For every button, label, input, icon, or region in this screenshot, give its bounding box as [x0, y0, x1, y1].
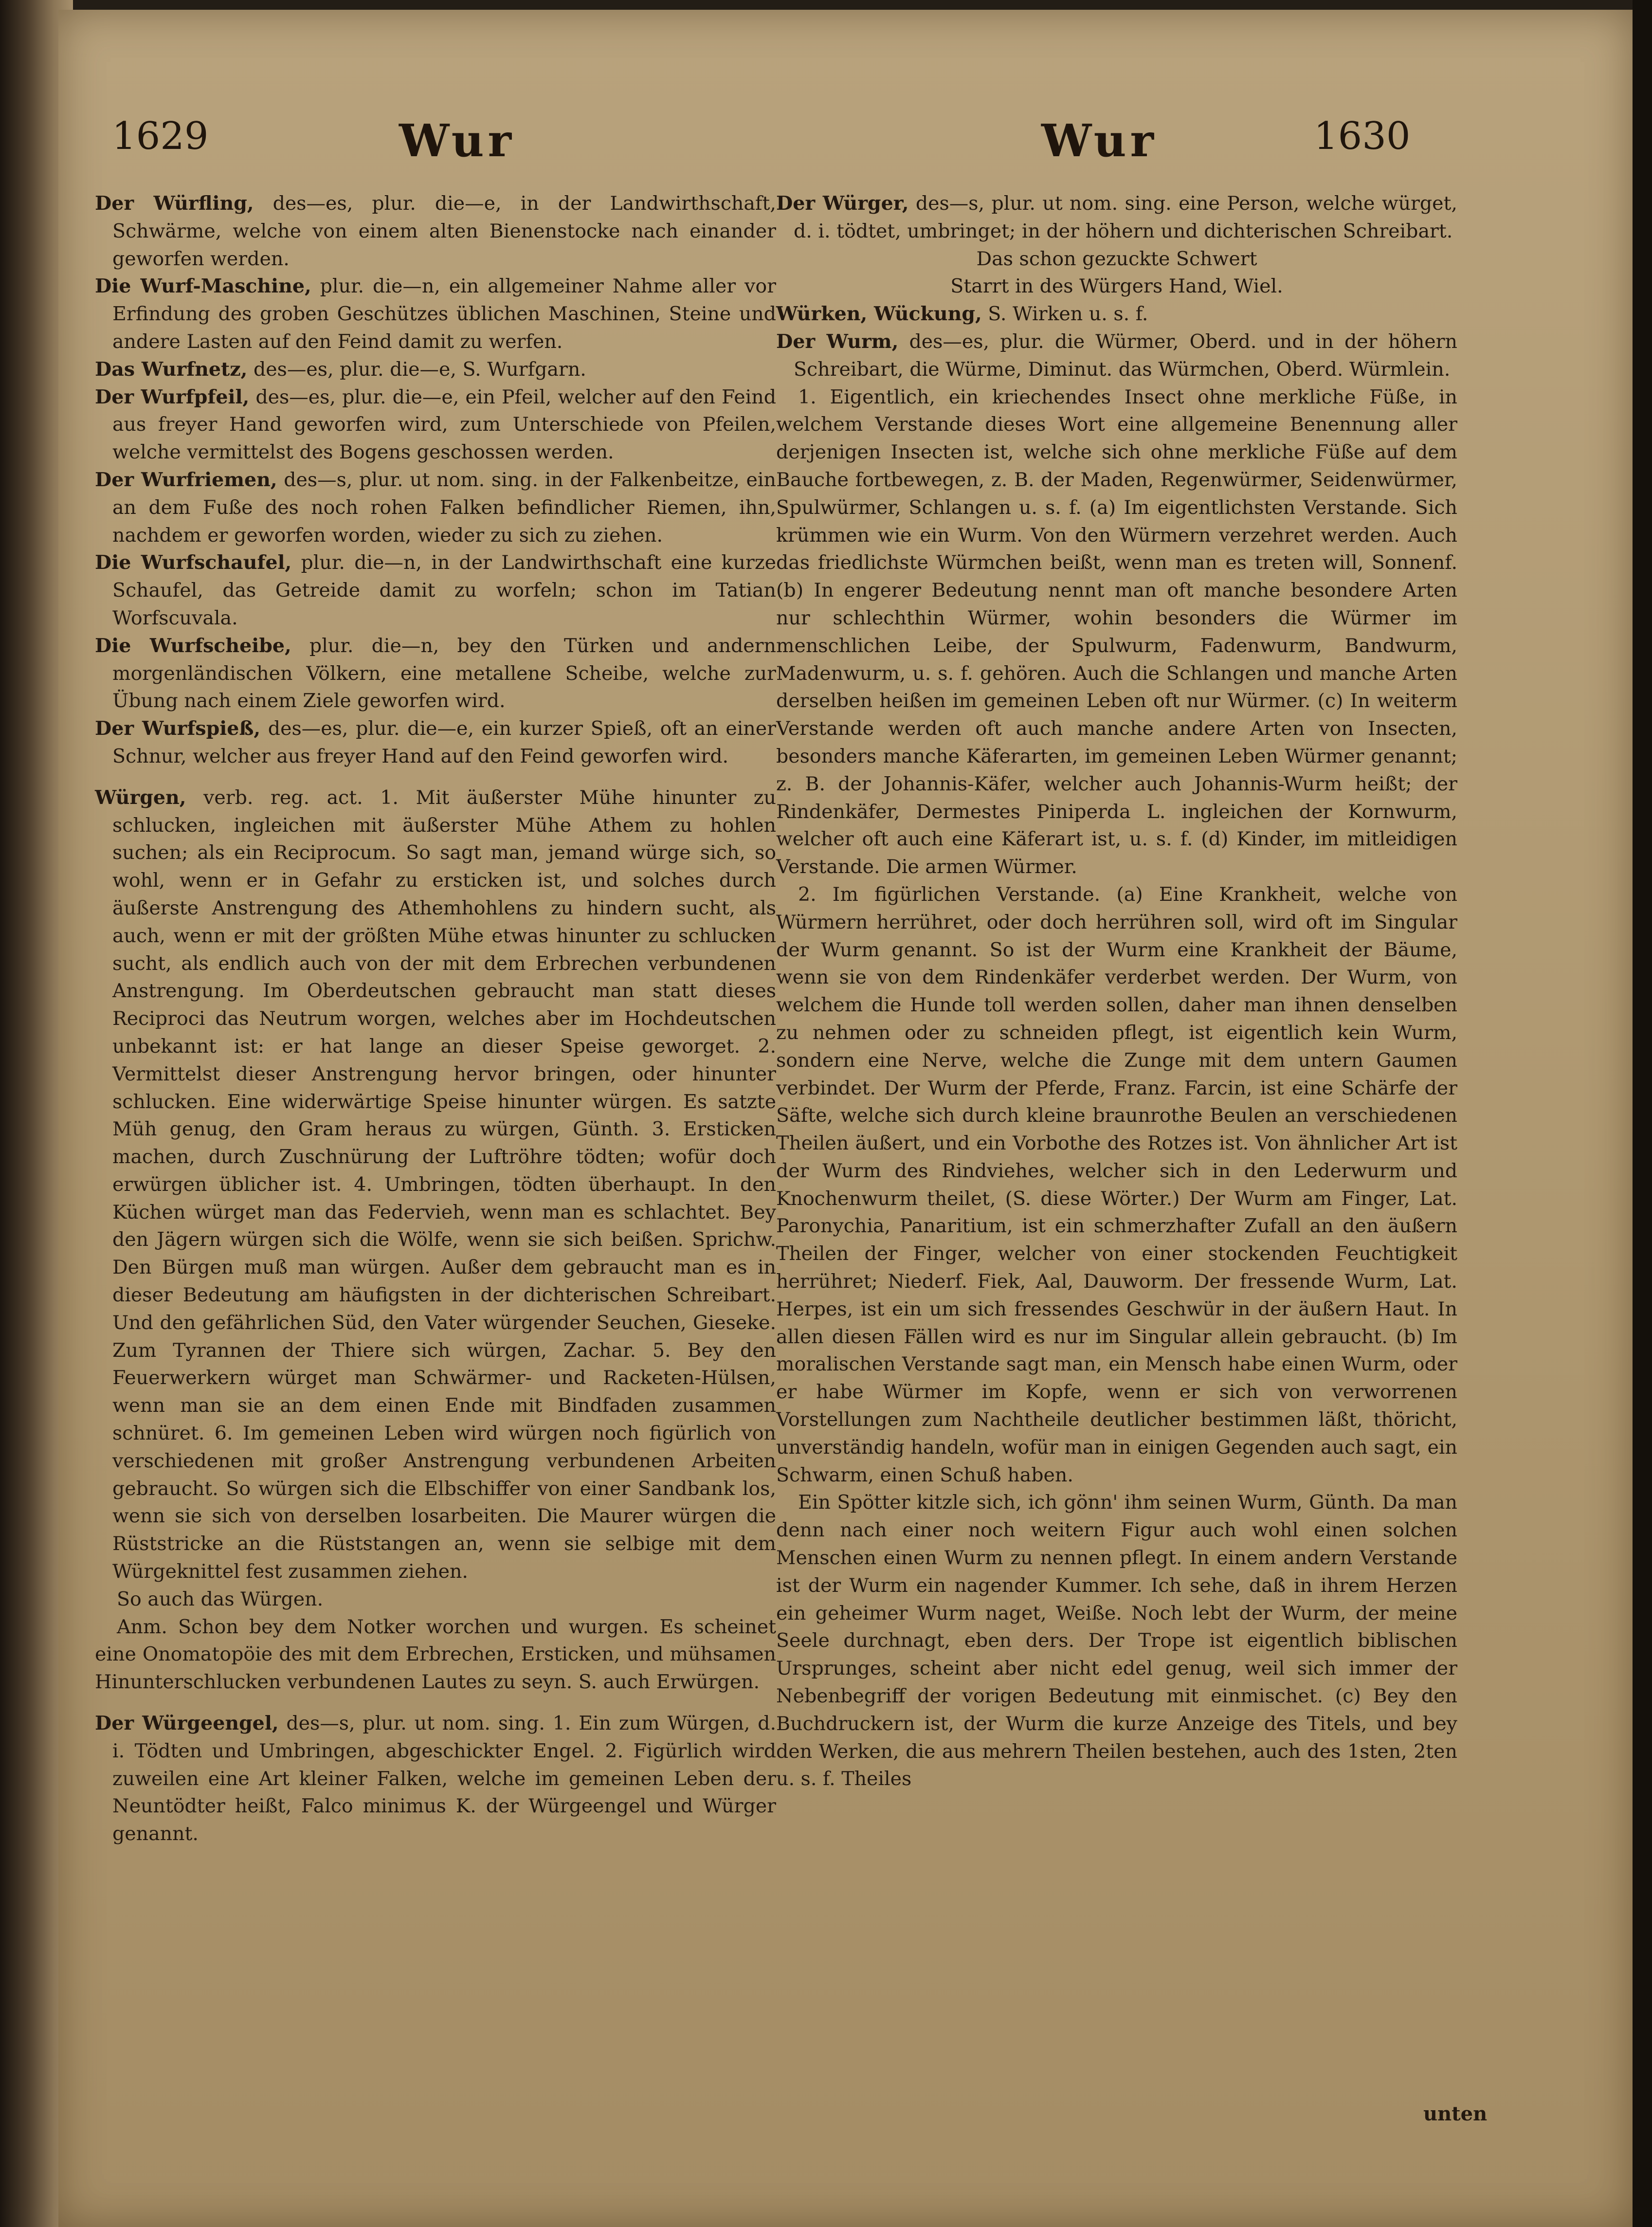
entry-text: verb. reg. act. 1. Mit äußerster Mühe hinunter zu schlucken, ingleichen mit äußerster Mühe Athem zu hohlen suchen; als ein Reciprocum. So sagt man, jemand würge sich, so wohl, wenn er in Gefahr zu ersticken ist, und solches durch äußerste Anstrengung des Athemhohlens zu hindern sucht, als auch, wenn er mit der größten Mühe etwas hinunter zu schlucken sucht, als endlich auch von der mit dem Erbrechen verbundenen Anstrengung. Im Oberdeutschen gebraucht man statt dieses Reciproci das Neutrum worgen, welches aber im Hochdeutschen unbekannt ist: er hat lange an dieser Speise geworget. 2. Vermittelst dieser Anstrengung hervor bringen, oder hinunter schlucken. Eine widerwärtige Speise hinunter würgen. Es satzte Müh genug, den Gram heraus zu würgen, Günth. 3. Ersticken machen, durch Zuschnürung der Luftröhre tödten; wofür doch erwürgen üblicher ist. 4. Umbringen, tödten überhaupt. In den Küchen würget man das Federvieh, wenn man es schlachtet. Bey den Jägern würgen sich die Wölfe, wenn sie sich beißen. Sprichw. Den Bürgen muß man würgen. Außer dem gebraucht man es in dieser Bedeutung am häufigsten in der dichterischen Schreibart. Und den gefährlichen Süd, den Vater würgender Seuchen, Gieseke. Zum Tyrannen der Thiere sich würgen, Zachar. 5. Bey den Feuerwerkern würget man Schwärmer- und Racketen-Hülsen, wenn man sie an dem einen Ende mit Bindfaden zusammen schnüret. 6. Im gemeinen Leben wird würgen noch figürlich von verschiedenen mit großer Anstrengung verbundenen Arbeiten gebraucht. So würgen sich die Elbschiffer von einer Sandbank los, wenn sie sich von derselben losarbeiten. Die Maurer würgen die Rüststricke an die Rüststangen an, wenn sie selbige mit dem Würgeknittel fest zusammen ziehen. [112, 786, 776, 1583]
headword: Der Wurfpfeil, [95, 385, 250, 408]
entry-text: des—es, plur. die—e, ein kurzer Spieß, oft an einer Schnur, welcher aus freyer Hand auf den Feind geworfen wird. [112, 717, 776, 767]
dictionary-entry [95, 273, 776, 355]
headword: Der Würfling, [95, 192, 254, 215]
entry-text: des—s, plur. ut nom. sing. eine Person, welche würget, d. i. tödtet, umbringet; in der höhern und dichterischen Schreibart. [794, 192, 1457, 242]
dictionary-entry [95, 715, 776, 770]
entry-text: des—es, plur. die—e, S. Wurfgarn. [247, 358, 586, 381]
headword: Der Würger, [776, 192, 909, 215]
headword: Der Wurfspieß, [95, 717, 261, 740]
headword: Würgen, [95, 786, 186, 809]
dictionary-entry [95, 549, 776, 632]
quote-line: Starrt in des Würgers Hand, Wiel. [950, 275, 1283, 298]
entry-text: des—s, plur. ut nom. sing. 1. Ein zum Würgen, d. i. Tödten und Umbringen, abgeschickter Engel. 2. Figürlich wird zuweilen eine Art kleiner Falken, welche im gemeinen Leben der Neuntödter heißt, Falco minimus K. der Würgeengel und Würger genannt. [112, 1712, 777, 1845]
dictionary-entry [95, 466, 776, 549]
running-head-left: Wur [399, 114, 515, 167]
annotation-paragraph: Anm. Schon bey dem Notker worchen und wurgen. Es scheinet eine Onomatopöie des mit dem Erbrechen, Ersticken, und mühsamen Hinunterschlucken verbundenen Lautes zu seyn. S. auch Erwürgen. [95, 1615, 776, 1694]
headword: Die Wurfschaufel, [95, 551, 292, 574]
entry-text: plur. die—n, in der Landwirthschaft eine kurze Schaufel, das Getreide damit zu worfeln; schon im Tatian Worfscuvala. [112, 551, 777, 629]
catchword: unten [1423, 2102, 1488, 2125]
page-number-right: 1630 [1314, 114, 1411, 158]
headword: Die Wurfscheibe, [95, 634, 291, 657]
headword: Der Würgeengel, [95, 1712, 279, 1735]
dictionary-entry [95, 383, 776, 466]
entry-text: S. Wirken u. s. f. [981, 303, 1148, 326]
dictionary-entry-wurm [776, 328, 1457, 383]
headword: Die Wurf-Maschine, [95, 275, 311, 298]
right-column [776, 190, 1457, 1793]
left-column [95, 190, 776, 1848]
entry-text: des—es, plur. die—e, in der Landwirthschaft, Schwärme, welche von einem alten Bienenstocke nach einander geworfen werden. [112, 192, 776, 270]
sub-paragraph: So auch das Würgen. [117, 1588, 324, 1610]
sense-paragraph-3: Ein Spötter kitzle sich, ich gönn' ihm seinen Wurm, Günth. Da man denn nach einer noch weitern Figur auch wohl einen solchen Menschen einen Wurm zu nennen pflegt. In einem andern Verstande ist der Wurm ein nagender Kummer. Ich sehe, daß in ihrem Herzen ein geheimer Wurm naget, Weiße. Noch lebt der Wurm, der meine Seele durchnagt, eben ders. Der Trope ist eigentlich biblischen Ursprunges, scheint aber nicht edel genug, weil sich immer der Nebenbegriff der vorigen Bedeutung mit einmischet. (c) Bey den Buchdruckern ist, der Wurm die kurze Anzeige des Titels, und bey den Werken, die aus mehrern Theilen bestehen, auch des 1sten, 2ten u. s. f. Theiles [776, 1491, 1457, 1790]
headword: Das Wurfnetz, [95, 358, 248, 381]
running-head-right: Wur [1041, 114, 1158, 167]
headword: Der Wurm, [776, 330, 899, 353]
scan-edge-right [1633, 0, 1652, 2227]
sense-paragraph-1: 1. Eigentlich, ein kriechendes Insect ohne merkliche Füße, in welchem Verstande dieses Wort eine allgemeine Benennung aller derjenigen Insecten ist, welche sich ohne merkliche Füße auf dem Bauche fortbewegen, z. B. der Maden, Regenwürmer, Seidenwürmer, Spulwürmer, Schlangen u. s. f. (a) Im eigentlichsten Verstande. Sich krümmen wie ein Wurm. Von den Würmern verzehret werden. Auch das friedlichste Würmchen beißt, wenn man es treten will, Sonnenf. (b) In engerer Bedeutung nennt man oft manche besondere Arten nur schlechthin Würmer, wohin besonders die Würmer im menschlichen Leibe, der Spulwurm, Fadenwurm, Bandwurm, Madenwurm, u. s. f. gehören. Auch die Schlangen und manche Arten derselben heißen im gemeinen Leben oft nur Würmer. (c) In weiterm Verstande werden oft auch manche andere Arten von Insecten, besonders manche Käferarten, im gemeinen Leben Würmer genannt; z. B. der Johannis-Käfer, welcher auch Johannis-Wurm heißt; der Rindenkäfer, Dermestes Piniperda L. ingleichen der Kornwurm, welcher oft auch eine Käferart ist, u. s. f. (d) Kinder, im mitleidigen Verstande. Die armen Würmer. [776, 385, 1457, 878]
entry-text: des—s, plur. ut nom. sing. in der Falkenbeitze, ein an dem Fuße des noch rohen Falken befindlicher Riemen, ihn, nachdem er geworfen worden, wieder zu sich zu ziehen. [112, 468, 776, 547]
entry-text: des—es, plur. die—e, ein Pfeil, welcher auf den Feind aus freyer Hand geworfen wird, zum Unterschiede von Pfeilen, welche vermittelst des Bogens geschossen werden. [112, 385, 776, 464]
dictionary-entry [95, 356, 776, 383]
dictionary-entry [776, 190, 1457, 245]
headword: Der Wurfriemen, [95, 468, 277, 491]
sense-paragraph-2: 2. Im figürlichen Verstande. (a) Eine Krankheit, welche von Würmern herrühret, oder doch herrühren soll, wird oft im Singular der Wurm genannt. So ist der Wurm eine Krankheit der Bäume, wenn sie von dem Rindenkäfer verderbet werden. Der Wurm, von welchem die Hunde toll werden sollen, daher man ihnen denselben zu nehmen oder zu schneiden pflegt, ist eigentlich kein Wurm, sondern eine Nerve, welche die Zunge mit dem untern Gaumen verbindet. Der Wurm der Pferde, Franz. Farcin, ist eine Schärfe der Säfte, welche sich durch kleine braunrothe Beulen an verschiedenen Theilen äußert, und ein Vorbothe des Rotzes ist. Von ähnlicher Art ist der Wurm des Rindviehes, welcher sich in den Lederwurm und Knochenwurm theilet, (S. diese Wörter.) Der Wurm am Finger, Lat. Paronychia, Panaritium, ist ein schmerzhafter Zufall an den äußern Theilen der Finger, welcher von einer stockenden Feuchtigkeit herrühret; Niederf. Fiek, Aal, Dauworm. Der fressende Wurm, Lat. Herpes, ist ein um sich fressendes Geschwür in der äußern Haut. In allen diesen Fällen wird es nur im Singular allein gebraucht. (b) Im moralischen Verstande sagt man, ein Mensch habe einen Wurm, oder er habe Würmer im Kopfe, wenn er sich von verworrenen Vorstellungen zum Nachtheile deutlicher bestimmen läßt, thöricht, unverständig handeln, wofür man in einigen Gegenden auch sagt, ein Schwarm, einen Schuß haben. [776, 883, 1457, 1486]
dictionary-entry [95, 632, 776, 715]
page-number-left: 1629 [112, 114, 209, 158]
dictionary-entry [776, 300, 1457, 328]
dictionary-entry [95, 1710, 776, 1848]
entry-text: des—es, plur. die Würmer, Oberd. und in der höhern Schreibart, die Würme, Diminut. das Würmchen, Oberd. Würmlein. [794, 330, 1457, 381]
dictionary-entry [95, 190, 776, 273]
entry-text: plur. die—n, ein allgemeiner Nahme aller vor Erfindung des groben Geschützes üblichen Maschinen, Steine und andere Lasten auf den Feind damit zu werfen. [112, 275, 776, 353]
dictionary-entry-wuergen [95, 784, 776, 1586]
headword: Würken, Wückung, [776, 303, 982, 326]
quote-line: Das schon gezuckte Schwert [976, 247, 1257, 270]
entry-text: plur. die—n, bey den Türken und andern morgenländischen Völkern, eine metallene Scheibe, welche zur Übung nach einem Ziele geworfen wird. [112, 634, 776, 712]
